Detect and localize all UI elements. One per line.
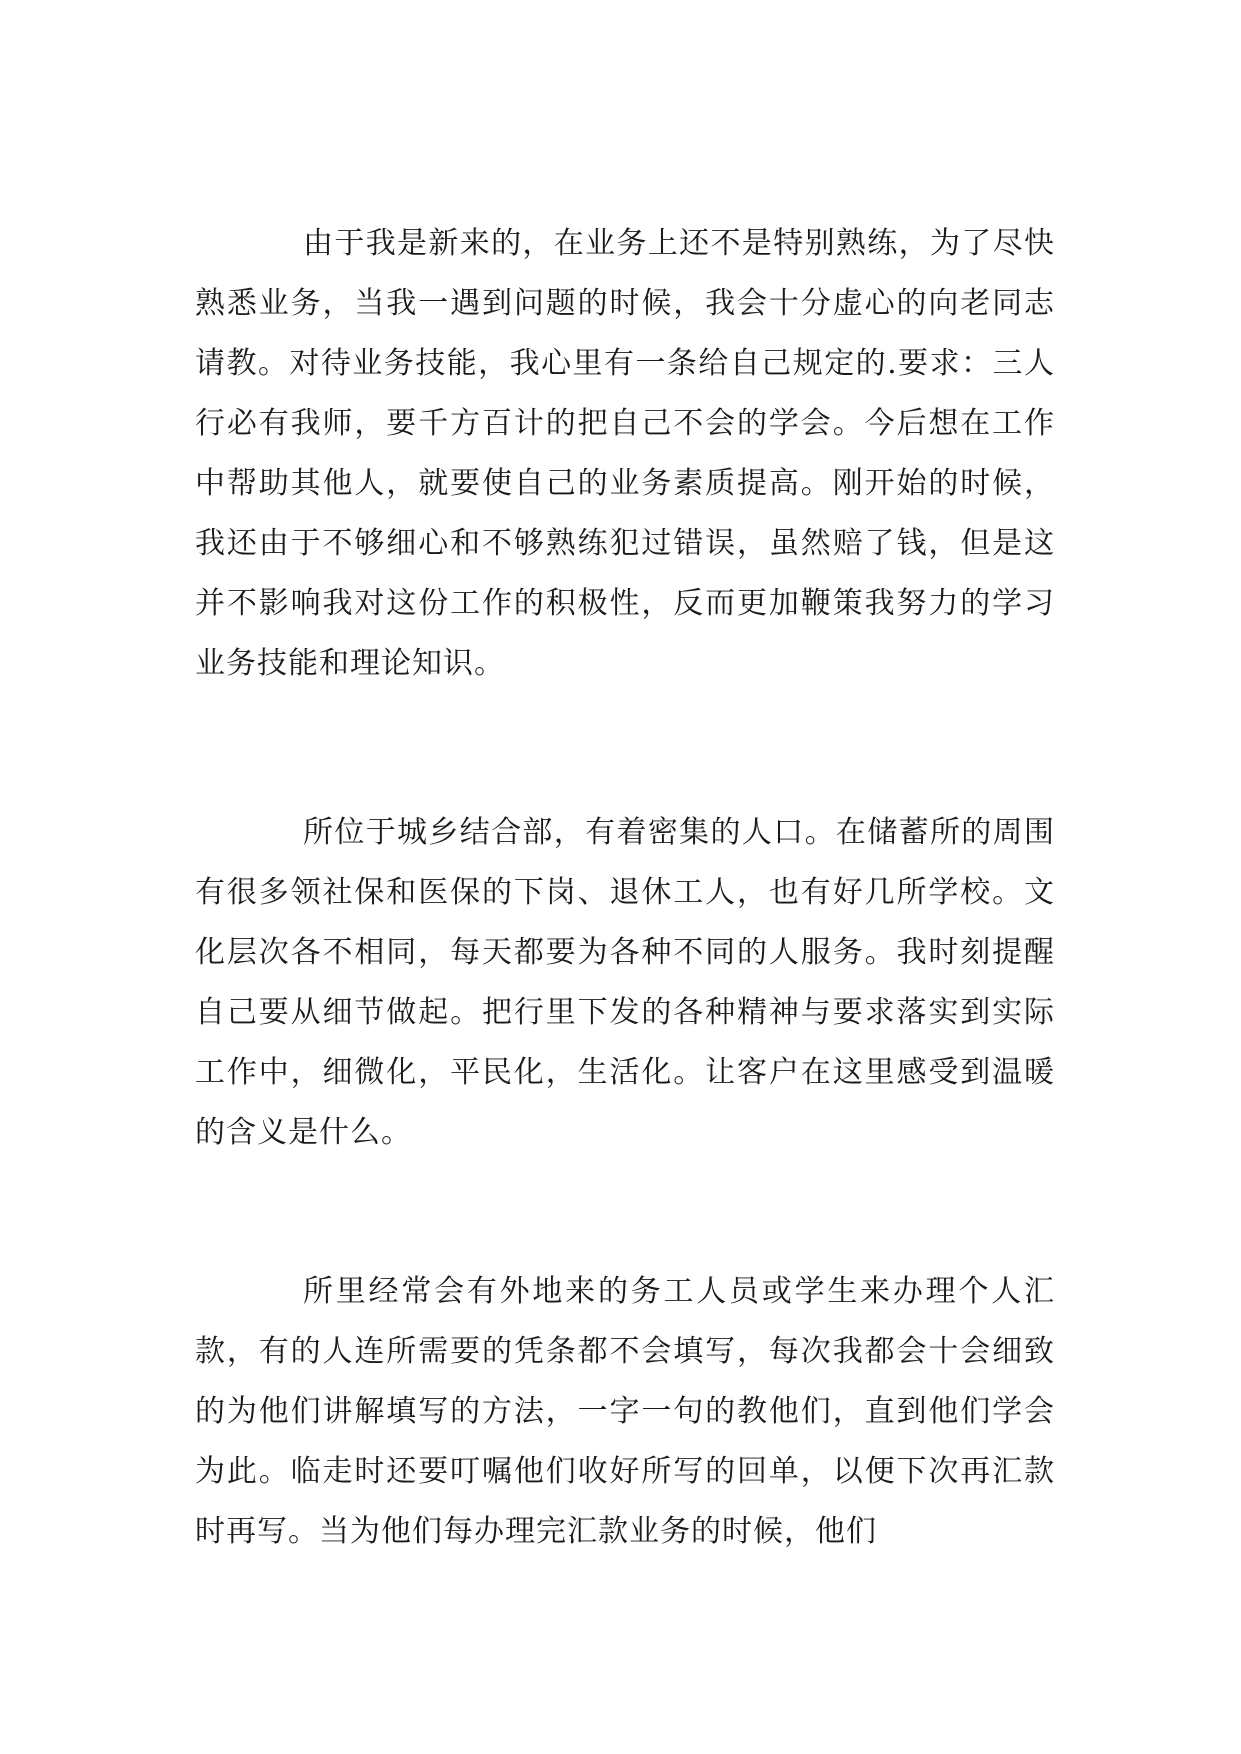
paragraph-3: 所里经常会有外地来的务工人员或学生来办理个人汇款，有的人连所需要的凭条都不会填写，每次我都会十会细致的为他们讲解填写的方法，一字一句的教他们，直到他们学会为此。临走时还要叮嘱他们收好所写的回单，以便下次再汇款时再写。当为他们每办理完汇款业务的时候，他们	[195, 1274, 1055, 1549]
paragraph-2: 所位于城乡结合部，有着密集的人口。在储蓄所的周围有很多领社保和医保的下岗、退休工人，也有好几所学校。文化层次各不相同，每天都要为各种不同的人服务。我时刻提醒自己要从细节做起。把行里下发的各种精神与要求落实到实际工作中，细微化，平民化，生活化。让客户在这里感受到温暖的含义是什么。	[195, 815, 1055, 1150]
paragraph-1: 由于我是新来的，在业务上还不是特别熟练，为了尽快熟悉业务，当我一遇到问题的时候，我会十分虚心的向老同志请教。对待业务技能，我心里有一条给自己规定的.要求：三人行必有我师，要千方百计的把自己不会的学会。今后想在工作中帮助其他人，就要使自己的业务素质提高。刚开始的时候，我还由于不够细心和不够熟练犯过错误，虽然赔了钱，但是这并不影响我对这份工作的积极性，反而更加鞭策我努力的学习业务技能和理论知识。	[195, 226, 1055, 681]
